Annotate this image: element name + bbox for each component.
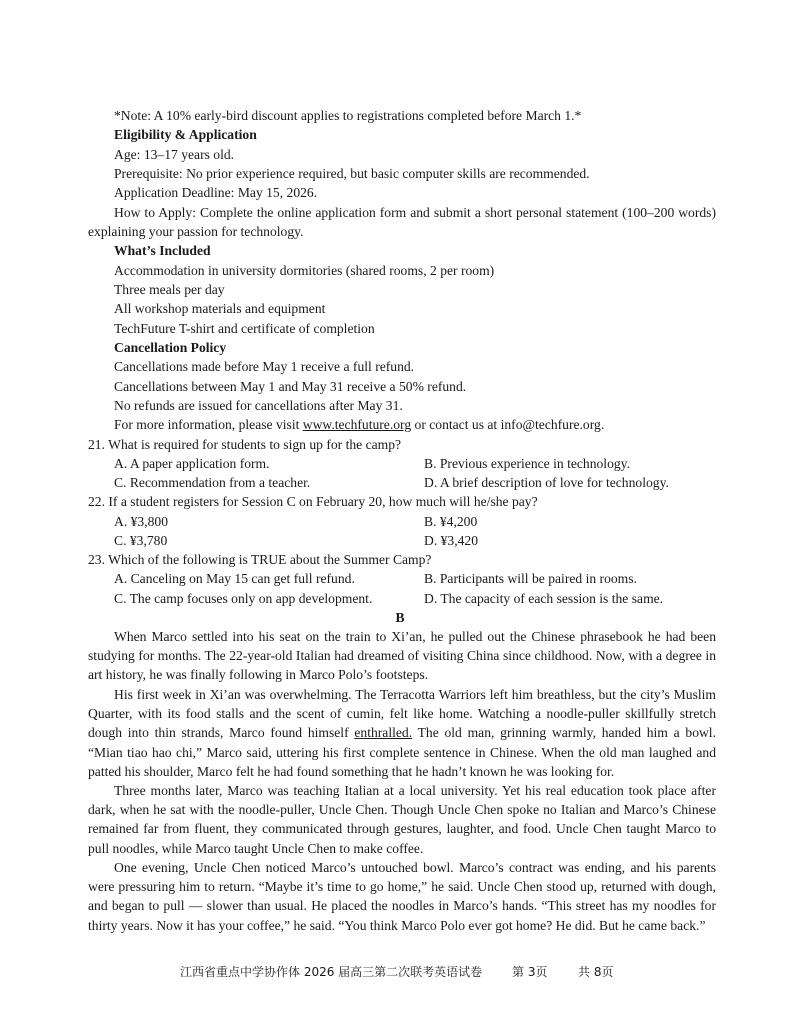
paragraph-2-text-b: The old man, grinning warmly, handed him a bowl. “Mian tiao hao chi,” Marco said, uttering his first complete sentence in Chinese. When the old man laughed and patted his shoulder, Marco felt he had found something that he hadn’t known he was looking for. xyxy=(88,725,716,779)
cancellation-item: Cancellations made before May 1 receive a full refund. xyxy=(114,359,415,374)
question-22-stem: 22. If a student registers for Session C on February 20, how much will he/she pay? xyxy=(88,494,538,509)
included-heading: What’s Included xyxy=(114,243,211,258)
eligibility-heading: Eligibility & Application xyxy=(114,127,257,142)
more-info-suffix: . xyxy=(600,417,605,432)
q23-option-d: D. The capacity of each session is the same. xyxy=(424,591,664,606)
more-info-prefix: For more information, please visit xyxy=(114,417,303,432)
section-b-label: B xyxy=(395,610,405,625)
paragraph-2-text-a: His first week in Xi’an was overwhelming. The Terracotta Warriors left him breathless, but the city’s Muslim Quarter, with its food stalls and the scent of cumin, felt like home. Watching a noodle-puller skillfully stretch dough into thin strands, Marco found himself xyxy=(88,687,716,741)
contact-email[interactable]: info@techfure.org xyxy=(500,417,601,432)
included-item: TechFuture T-shirt and certificate of completion xyxy=(114,321,375,336)
early-bird-note: *Note: A 10% early-bird discount applies to registrations completed before March 1.* xyxy=(114,108,582,123)
website-link[interactable]: www.techfuture.org xyxy=(302,417,412,432)
prerequisite: Prerequisite: No prior experience required, but basic computer skills are recommended. xyxy=(114,166,590,181)
cancellation-heading: Cancellation Policy xyxy=(114,340,227,355)
question-23-stem: 23. Which of the following is TRUE about the Summer Camp? xyxy=(88,552,432,567)
q22-option-b: B. ¥4,200 xyxy=(424,514,478,529)
footer-exam-title: 江西省重点中学协作体 2026 届高三第二次联考英语试卷 xyxy=(180,965,483,979)
footer-total-pages: 共 8页 xyxy=(578,965,614,979)
how-to-apply: How to Apply: Complete the online application form and submit a short personal statement (100–200 words) explaining your passion for technology. xyxy=(88,205,716,240)
q22-option-d: D. ¥3,420 xyxy=(424,533,478,548)
passage-paragraph-4: One evening, Uncle Chen noticed Marco’s untouched bowl. Marco’s contract was ending, and his parents were pressuring him to return. “Maybe it’s time to go home,” he said. Uncle Chen stood up, returned with dough, and began to pull — slower than usual. He placed the noodles in Marco’s hands. “This street has my noodles for thirty years. Now it has your coffee,” he said. “You think Marco Polo ever got home? He did. But he came back.” xyxy=(88,860,716,933)
application-deadline: Application Deadline: May 15, 2026. xyxy=(114,185,318,200)
q21-option-c: C. Recommendation from a teacher. xyxy=(114,475,311,490)
q23-option-b: B. Participants will be paired in rooms. xyxy=(424,571,637,586)
question-21-stem: 21. What is required for students to sign up for the camp? xyxy=(88,437,402,452)
cancellation-item: No refunds are issued for cancellations after May 31. xyxy=(114,398,403,413)
passage-paragraph-1: When Marco settled into his seat on the train to Xi’an, he pulled out the Chinese phrasebook he had been studying for months. The 22-year-old Italian had dreamed of visiting China since childhood. Now, with a degree in art history, he was finally following in Marco Polo’s footsteps. xyxy=(88,629,716,683)
cancellation-item: Cancellations between May 1 and May 31 receive a 50% refund. xyxy=(114,379,467,394)
more-info xyxy=(114,415,604,434)
passage-paragraph-3: Three months later, Marco was teaching Italian at a local university. Yet his real education took place after dark, when he sat with the noodle-puller, Uncle Chen. Though Uncle Chen spoke no Italian and Marco’s Chinese remained far from fluent, they communicated through gestures, laughter, and food. Uncle Chen taught Marco to pull noodles, while Marco taught Uncle Chen to make coffee. xyxy=(88,783,716,856)
q23-option-c: C. The camp focuses only on app development. xyxy=(114,591,373,606)
more-info-middle: or contact us at xyxy=(411,417,501,432)
q21-option-a: A. A paper application form. xyxy=(114,456,270,471)
footer-page-number: 第 3页 xyxy=(512,965,548,979)
included-item: All workshop materials and equipment xyxy=(114,301,326,316)
passage-paragraph-2 xyxy=(88,685,716,781)
included-item: Accommodation in university dormitories (shared rooms, 2 per room) xyxy=(114,263,495,278)
q23-option-a: A. Canceling on May 15 can get full refund. xyxy=(114,571,355,586)
q22-option-a: A. ¥3,800 xyxy=(114,514,168,529)
age-requirement: Age: 13–17 years old. xyxy=(114,147,235,162)
included-item: Three meals per day xyxy=(114,282,225,297)
q21-option-d: D. A brief description of love for technology. xyxy=(424,475,669,490)
q22-option-c: C. ¥3,780 xyxy=(114,533,168,548)
underlined-word: enthralled. xyxy=(354,725,413,741)
q21-option-b: B. Previous experience in technology. xyxy=(424,456,630,471)
